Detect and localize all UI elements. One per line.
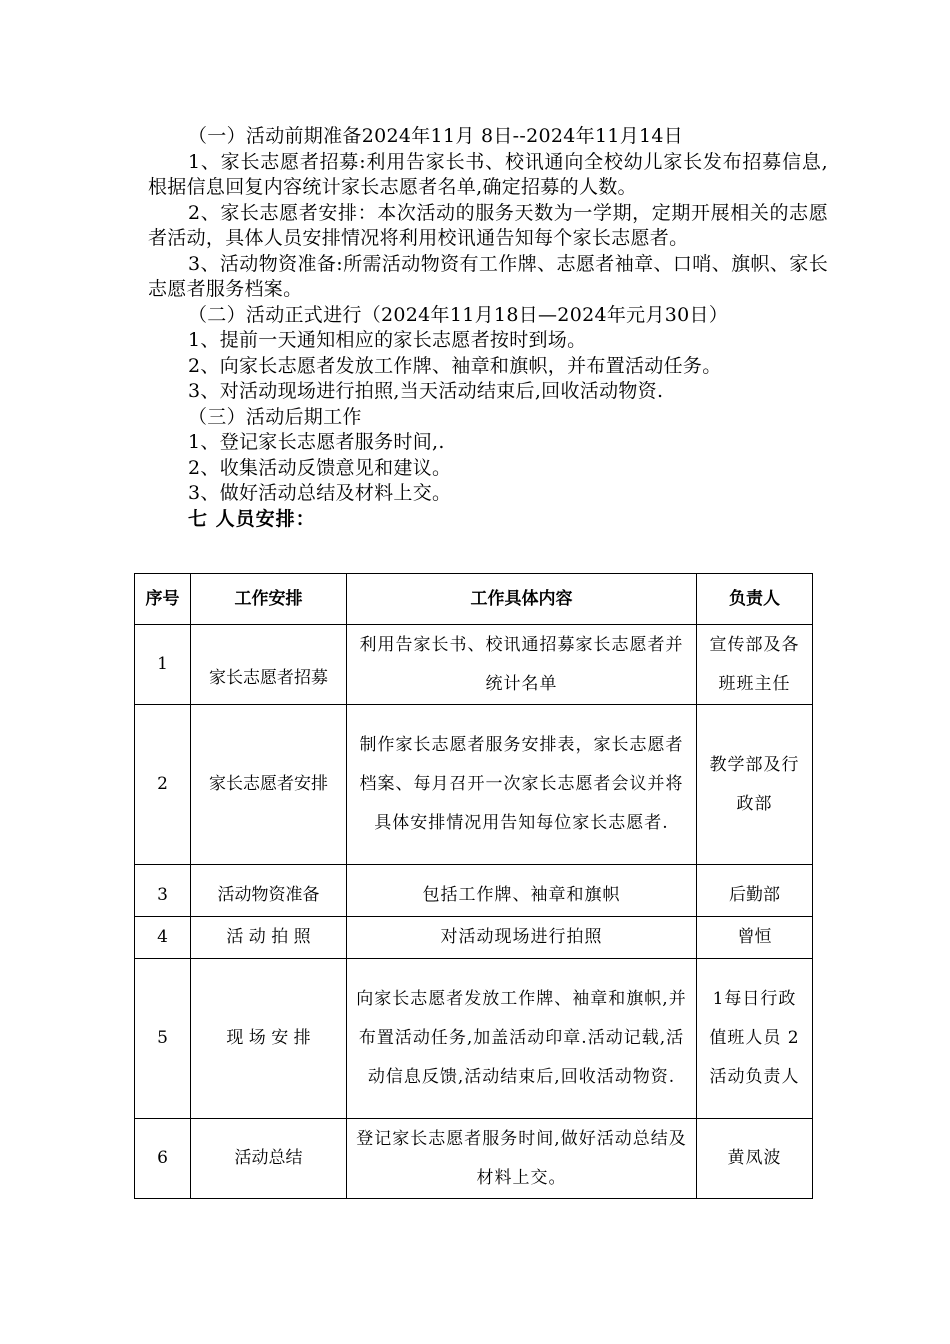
header-no: 序号 (135, 574, 191, 625)
paragraph-arrange: 2、家长志愿者安排：本次活动的服务天数为一学期，定期开展相关的志愿者活动，具体人员安排情况将利用校讯通告知每个家长志愿者。 (148, 201, 828, 249)
row-no: 3 (135, 865, 191, 917)
subsection-heading-1: （一）活动前期准备2024年11月 8日--2024年11月14日 (188, 125, 684, 147)
row-task: 活 动 拍 照 (191, 917, 347, 959)
subsection-heading-2: （二）活动正式进行（2024年11月18日—2024年元月30日） (188, 303, 729, 326)
staff-table (134, 573, 813, 1199)
row-owner: 宣传部及各班班主任 (697, 625, 813, 705)
paragraph-register: 1、登记家长志愿者服务时间,. (188, 431, 445, 453)
header-owner: 负责人 (697, 574, 813, 625)
row-owner: 1每日行政值班人员 2活动负责人 (697, 959, 813, 1119)
table-header-row (135, 574, 813, 625)
row-no: 4 (135, 917, 191, 959)
section-heading: 七 人员安排： (188, 507, 316, 530)
table-row (135, 625, 813, 705)
row-no: 5 (135, 959, 191, 1119)
body-text (148, 124, 828, 532)
row-content: 制作家长志愿者服务安排表，家长志愿者档案、每月召开一次家长志愿者会议并将具体安排情况用告知每位家长志愿者. (347, 705, 697, 865)
row-task: 活动物资准备 (191, 865, 347, 917)
table-row (135, 865, 813, 917)
paragraph-feedback: 2、收集活动反馈意见和建议。 (188, 456, 452, 479)
row-content: 包括工作牌、袖章和旗帜 (347, 865, 697, 917)
row-no: 1 (135, 625, 191, 705)
paragraph-photo: 3、对活动现场进行拍照,当天活动结束后,回收活动物资. (188, 380, 664, 402)
row-content: 对活动现场进行拍照 (347, 917, 697, 959)
paragraph-materials: 3、活动物资准备:所需活动物资有工作牌、志愿者袖章、口哨、旗帜、家长志愿者服务档案。 (148, 252, 828, 300)
row-owner: 后勤部 (697, 865, 813, 917)
row-task: 现 场 安 排 (191, 959, 347, 1119)
row-task: 家长志愿者招募 (191, 625, 347, 705)
row-task: 家长志愿者安排 (191, 705, 347, 865)
row-owner: 教学部及行政部 (697, 705, 813, 865)
row-no: 6 (135, 1119, 191, 1199)
header-content: 工作具体内容 (347, 574, 697, 625)
row-content: 登记家长志愿者服务时间,做好活动总结及材料上交。 (347, 1119, 697, 1199)
subsection-heading-3: （三）活动后期工作 (188, 405, 362, 428)
table-row (135, 959, 813, 1119)
table-row (135, 917, 813, 959)
paragraph-distribute: 2、向家长志愿者发放工作牌、袖章和旗帜，并布置活动任务。 (188, 354, 722, 377)
row-owner: 黄凤波 (697, 1119, 813, 1199)
row-content: 利用告家长书、校讯通招募家长志愿者并统计名单 (347, 625, 697, 705)
row-no: 2 (135, 705, 191, 865)
paragraph-recruit: 1、家长志愿者招募:利用告家长书、校讯通向全校幼儿家长发布招募信息,根据信息回复内容统计家长志愿者名单,确定招募的人数。 (148, 150, 828, 198)
row-content: 向家长志愿者发放工作牌、袖章和旗帜,并布置活动任务,加盖活动印章.活动记载,活动信息反馈,活动结束后,回收活动物资. (347, 959, 697, 1119)
table-row (135, 705, 813, 865)
row-task: 活动总结 (191, 1119, 347, 1199)
table-row (135, 1119, 813, 1199)
paragraph-notify: 1、提前一天通知相应的家长志愿者按时到场。 (188, 329, 587, 351)
header-task: 工作安排 (191, 574, 347, 625)
row-owner: 曾恒 (697, 917, 813, 959)
paragraph-summary: 3、做好活动总结及材料上交。 (188, 482, 452, 504)
